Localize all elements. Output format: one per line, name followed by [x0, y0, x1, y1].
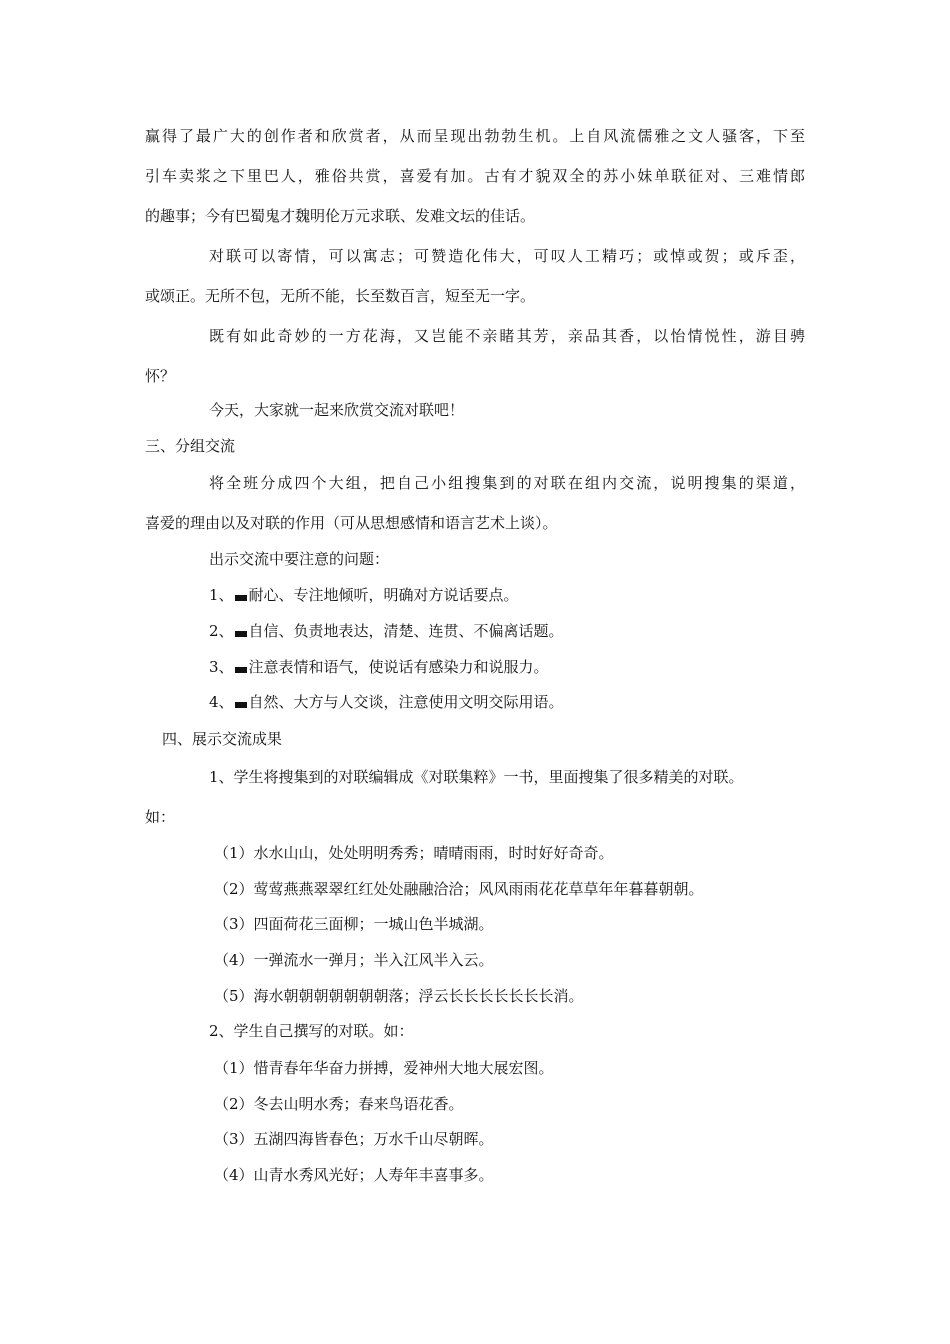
- paragraph-line: 既有如此奇妙的一方花海，又岂能不亲睹其芳，亲品其香，以怡情悦性，游目骋: [209, 327, 805, 345]
- couplet-item: （4）一弹流水一弹月；半入江风半入云。: [214, 951, 494, 969]
- note-text: 自然、大方与人交谈，注意使用文明交际用语。: [248, 693, 564, 711]
- couplet-item: （4）山青水秀风光好；人寿年丰喜事多。: [214, 1166, 494, 1184]
- paragraph-line: 的趣事；今有巴蜀鬼才魏明伦万元求联、发难文坛的佳话。: [145, 207, 536, 225]
- paragraph-line: 2、学生自己撰写的对联。如：: [209, 1022, 414, 1040]
- couplet-item: （3）四面荷花三面柳；一城山色半城湖。: [214, 915, 494, 933]
- notes-intro: 出示交流中要注意的问题：: [209, 550, 390, 568]
- bullet-mark: [235, 667, 247, 673]
- paragraph-line: 怀？: [145, 367, 176, 385]
- paragraph-line: 喜爱的理由以及对联的作用（可从思想感情和语言艺术上谈）。: [145, 514, 558, 532]
- paragraph-line: 将全班分成四个大组，把自己小组搜集到的对联在组内交流，说明搜集的渠道，: [209, 474, 805, 492]
- paragraph-line: 今天，大家就一起来欣赏交流对联吧！: [209, 401, 465, 419]
- bullet-mark: [235, 702, 247, 708]
- note-text: 自信、负责地表达，清楚、连贯、不偏离话题。: [248, 622, 564, 640]
- couplet-item: （5）海水朝朝朝朝朝朝朝落；浮云长长长长长长长消。: [214, 987, 584, 1005]
- bullet-mark: [235, 595, 247, 601]
- note-item: [209, 585, 519, 605]
- note-number: 4、: [209, 693, 234, 711]
- paragraph-line: 如：: [145, 808, 176, 826]
- couplet-item: （3）五湖四海皆春色；万水千山尽朝晖。: [214, 1130, 494, 1148]
- note-number: 3、: [209, 658, 234, 676]
- bullet-mark: [235, 631, 247, 637]
- note-item: [209, 657, 549, 677]
- section-heading: 四、展示交流成果: [162, 730, 283, 748]
- paragraph-line: 对联可以寄情，可以寓志；可赞造化伟大，可叹人工精巧；或悼或贺；或斥歪，: [209, 247, 805, 265]
- paragraph-line: 或颂正。无所不包，无所不能，长至数百言，短至无一字。: [145, 287, 536, 305]
- section-heading: 三、分组交流: [145, 437, 236, 455]
- note-text: 耐心、专注地倾听，明确对方说话要点。: [248, 586, 519, 604]
- couplet-item: （2）冬去山明水秀；春来鸟语花香。: [214, 1095, 464, 1113]
- note-number: 1、: [209, 586, 234, 604]
- note-item: [209, 621, 564, 641]
- paragraph-line: 1、学生将搜集到的对联编辑成《对联集粹》一书，里面搜集了很多精美的对联。: [209, 768, 744, 786]
- note-text: 注意表情和语气，使说话有感染力和说服力。: [248, 658, 549, 676]
- note-item: [209, 692, 564, 712]
- couplet-item: （2）莺莺燕燕翠翠红红处处融融洽洽；风风雨雨花花草草年年暮暮朝朝。: [214, 880, 704, 898]
- couplet-item: （1）惜青春年华奋力拼搏，爱神州大地大展宏图。: [214, 1059, 554, 1077]
- note-number: 2、: [209, 622, 234, 640]
- paragraph-line: 引车卖浆之下里巴人，雅俗共赏，喜爱有加。古有才貌双全的苏小妹单联征对、三难情郎: [145, 167, 805, 185]
- paragraph-line: 赢得了最广大的创作者和欣赏者，从而呈现出勃勃生机。上自风流儒雅之文人骚客，下至: [145, 127, 805, 145]
- couplet-item: （1）水水山山，处处明明秀秀；晴晴雨雨，时时好好奇奇。: [214, 844, 614, 862]
